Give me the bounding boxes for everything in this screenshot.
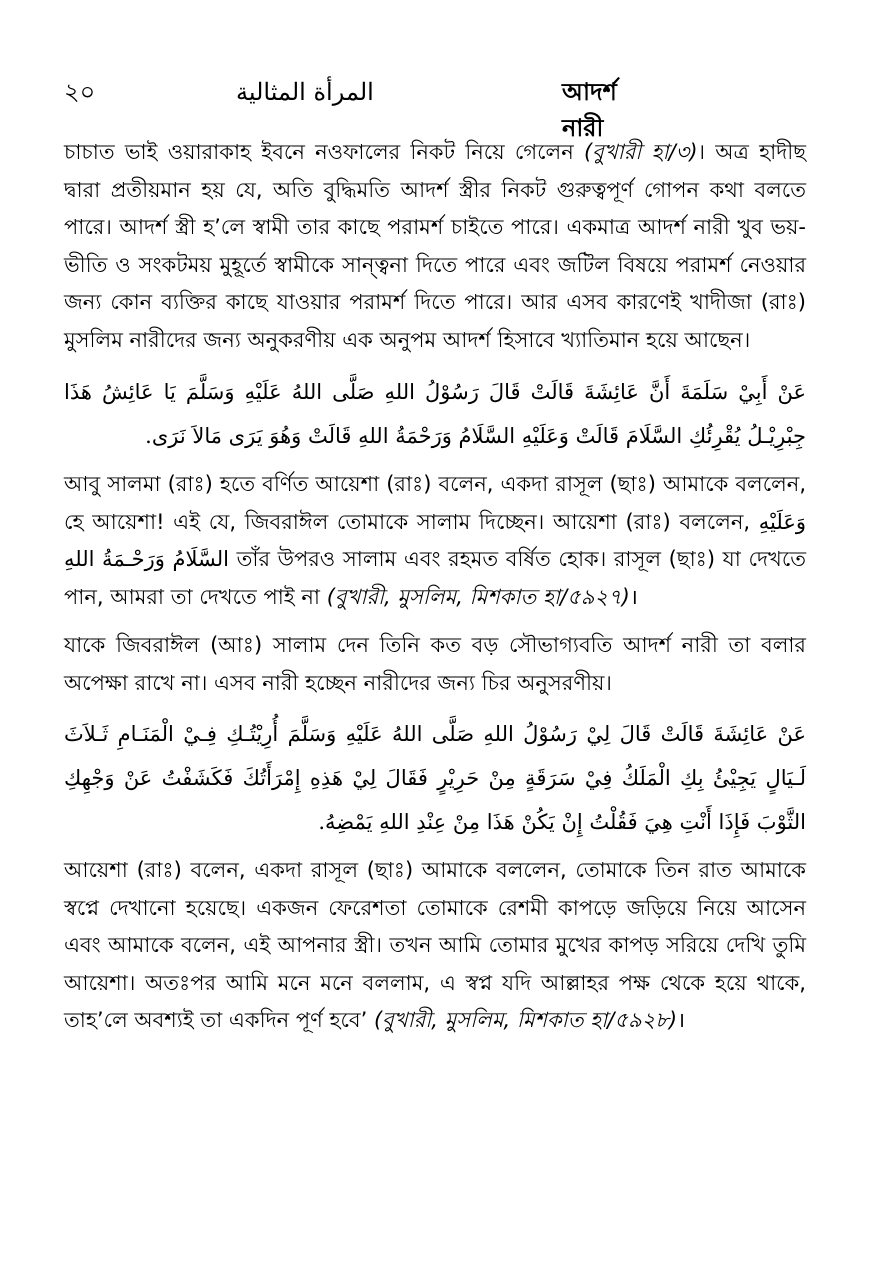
paragraph-1 xyxy=(64,134,806,359)
paragraph-3: যাকে জিবরাঈল (আঃ) সালাম দেন তিনি কত বড় সৌভাগ্যবতি আদর্শ নারী তা বলার অপেক্ষা রাখে না। এসব নারী হচ্ছেন নারীদের জন্য চির অনুসরণীয়। xyxy=(64,633,806,695)
paragraph-4 xyxy=(64,852,806,1040)
reference-citation: (বুখারী, মুসলিম, মিশকাত হা/৫৯২৭) xyxy=(326,584,630,609)
page-number: ২০ xyxy=(64,78,96,106)
reference-citation: (বুখারী, মুসলিম, মিশকাত হা/৫৯২৮) xyxy=(373,1008,678,1032)
paragraph-2-text-b: তাঁর উপরও সালাম এবং রহমত বর্ষিত হোক। রাসূল (ছাঃ) যা দেখতে পান, আমরা তা দেখতে পাই না xyxy=(64,547,807,609)
paragraph-1-rest: । অত্র হাদীছ দ্বারা প্রতীয়মান হয় যে, অতি বুদ্ধিমতি আদর্শ স্ত্রীর নিকট গুরুত্বপূর্ণ গোপন কথা বলতে পারে। আদর্শ স্ত্রী হ’লে স্বামী তার কাছে পরামর্শ চাইতে পারে। একমাত্র আদর্শ নারী খুব ভয়-ভীতি ও সংকটময় মুহূর্তে স্বামীকে সান্ত্বনা দিতে পারে এবং জটিল বিষয়ে পরামর্শ নেওয়ার জন্য কোন ব্যক্তির কাছে যাওয়ার পরামর্শ দিতে পারে। আর এসব কারণেই খাদীজা (রাঃ) মুসলিম নারীদের জন্য অনুকরণীয় এক অনুপম আদর্শ হিসাবে খ্যাতিমান হয়ে আছেন। xyxy=(64,140,806,352)
hadith-2-arabic: عَنْ عَائِشَةَ قَالَتْ قَالَ لِيْ رَسُوْلُ اللهِ صَلَّى اللهُ عَلَيْهِ وَسَلَّمَ أُرِيْتُـكِ فِـيْ الْمَنَـامِ ثَـلاَثَ لَـيَالٍ يَجِيْئُ بِكِ الْمَلَكُ فِيْ سَرَقَةٍ مِنْ حَرِيْرٍ فَقَالَ لِيْ هَذِهِ إِمْرَأَتُكَ فَكَشَفْتُ عَنْ وَجْهِكِ الثَّوْبَ فَإِذَا أَنْتِ هِيَ فَقُلْتُ إِنْ يَكُنْ هَذَا مِنْ عِنْدِ اللهِ يَمْضِهُ. xyxy=(64,722,806,834)
paragraph-2-text-a: আবু সালমা (রাঃ) হতে বর্ণিত আয়েশা (রাঃ) বলেন, একদা রাসূল (ছাঃ) আমাকে বললেন, হে আয়েশা! এই যে, জিবরাঈল তোমাকে সালাম দিচ্ছেন। আয়েশা (রাঃ) বললেন, xyxy=(64,472,806,534)
reference-citation: (বুখারী হা/৩) xyxy=(583,140,698,164)
arabic-book-title: المرأة المثالية xyxy=(236,78,374,106)
hadith-1-arabic: عَنْ أَبِيْ سَلَمَةَ أَنَّ عَائِشَةَ قَالَتْ قَالَ رَسُوْلُ اللهِ صَلَّى اللهُ عَلَيْهِ وَسَلَّمَ يَا عَائِشُ هَذَا جِبْرِيْـلُ يُقْرِئُكِ السَّلَامَ قَالَتْ وَعَلَيْهِ السَّلَامُ وَرَحْمَةُ اللهِ قَالَتْ وَهُوَ يَرَى مَالاَ نَرَى. xyxy=(64,380,806,448)
bengali-book-title: আদর্শ নারী xyxy=(562,78,617,142)
paragraph-4-text: আয়েশা (রাঃ) বলেন, একদা রাসূল (ছাঃ) আমাকে বললেন, তোমাকে তিন রাত আমাকে স্বপ্নে দেখানো হয়েছে। একজন ফেরেশতা তোমাকে রেশমী কাপড়ে জড়িয়ে নিয়ে আসেন এবং আমাকে বলেন, এই আপনার স্ত্রী। তখন আমি তোমার মুখের কাপড় সরিয়ে দেখি তুমি আয়েশা। অতঃপর আমি মনে মনে বললাম, এ স্বপ্ন যদি আল্লাহর পক্ষ থেকে হয়ে থাকে, তাহ’লে অবশ্যই তা একদিন পূর্ণ হবে’ xyxy=(64,858,806,1032)
paragraph-4-end: । xyxy=(677,1008,686,1032)
page-body xyxy=(64,134,806,1051)
inline-arabic-phrase: وَعَلَيْهِ السَّلَامُ وَرَحْـمَةُ اللهِ xyxy=(64,509,806,571)
paragraph-1-text: চাচাত ভাই ওয়ারাকাহ ইবনে নওফালের নিকট নিয়ে গেলেন xyxy=(64,140,584,164)
paragraph-2 xyxy=(64,466,806,616)
page-header xyxy=(64,74,656,142)
paragraph-2-end: । xyxy=(629,584,638,609)
